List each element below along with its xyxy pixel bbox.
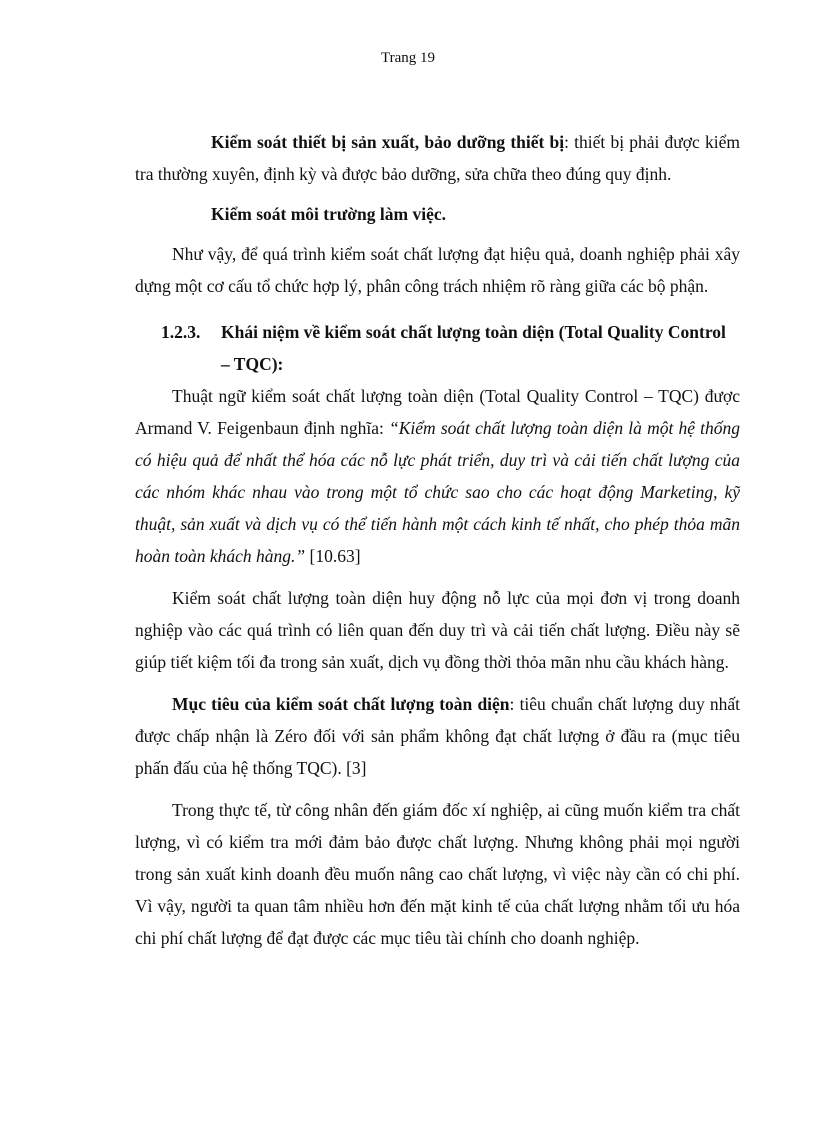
equipment-control-term: Kiểm soát thiết bị sản xuất, bảo dưỡng thiết bị [211, 132, 565, 152]
paragraph-tqc-goal [135, 688, 740, 784]
paragraph-work-environment [135, 198, 740, 230]
tqc-definition-intro: Thuật ngữ kiểm soát chất lượng toàn diện (Total Quality Control – TQC) được Armand V. Feigenbaun định nghĩa: [135, 386, 740, 438]
practice-text: Trong thực tế, từ công nhân đến giám đốc xí nghiệp, ai cũng muốn kiểm tra chất lượng, vì có kiểm tra mới đảm bảo được chất lượng. Nhưng không phải mọi người trong sản xuất kinh doanh đều muốn nâng cao chất lượng, vì việc này cần có chi phí. Vì vậy, người ta quan tâm nhiều hơn đến mặt kinh tế của chất lượng nhằm tối ưu hóa chi phí chất lượng để đạt được các mục tiêu tài chính cho doanh nghiệp. [135, 800, 740, 948]
document-body [135, 126, 740, 954]
paragraph-tqc-mobilization [135, 582, 740, 678]
work-environment-term: Kiểm soát môi trường làm việc. [211, 204, 447, 224]
paragraph-tqc-definition [135, 380, 740, 572]
page-number: Trang 19 [380, 50, 436, 66]
equipment-control-text: : thiết bị phải được kiểm tra thường xuyên, định kỳ và được bảo dưỡng, sửa chữa theo đúng quy định. [135, 132, 740, 184]
paragraph-practice [135, 794, 740, 954]
section-number: 1.2.3. [161, 322, 201, 342]
tqc-mobilization-text: Kiểm soát chất lượng toàn diện huy động nỗ lực của mọi đơn vị trong doanh nghiệp vào các quá trình có liên quan đến duy trì và cải tiến chất lượng. Điều này sẽ giúp tiết kiệm tối đa trong sản xuất, dịch vụ đồng thời thỏa mãn nhu cầu khách hàng. [135, 588, 740, 672]
tqc-goal-term: Mục tiêu của kiểm soát chất lượng toàn diện [172, 694, 510, 714]
summary-text: Như vậy, để quá trình kiểm soát chất lượng đạt hiệu quả, doanh nghiệp phải xây dựng một cơ cấu tổ chức hợp lý, phân công trách nhiệm rõ ràng giữa các bộ phận. [135, 244, 740, 296]
paragraph-summary [135, 238, 740, 302]
tqc-definition-ref: [10.63] [305, 546, 361, 566]
paragraph-equipment-control [135, 126, 740, 190]
section-heading [135, 316, 740, 380]
section-title: Khái niệm về kiểm soát chất lượng toàn diện (Total Quality Control [221, 322, 726, 342]
tqc-goal-text: : tiêu chuẩn chất lượng duy nhất được chấp nhận là Zéro đối với sản phẩm không đạt chất lượng ở đầu ra (mục tiêu phấn đấu của hệ thống TQC). [3] [135, 694, 740, 778]
tqc-definition-quote: “Kiểm soát chất lượng toàn diện là một hệ thống có hiệu quả để nhất thể hóa các nỗ lực phát triển, duy trì và cải tiến chất lượng của các nhóm khác nhau vào trong một tổ chức sao cho các hoạt động Marketing, kỹ thuật, sản xuất và dịch vụ có thể tiến hành một cách kinh tế nhất, cho phép thỏa mãn hoàn toàn khách hàng.” [135, 418, 740, 566]
section-title-continuation: – TQC): [221, 354, 284, 374]
